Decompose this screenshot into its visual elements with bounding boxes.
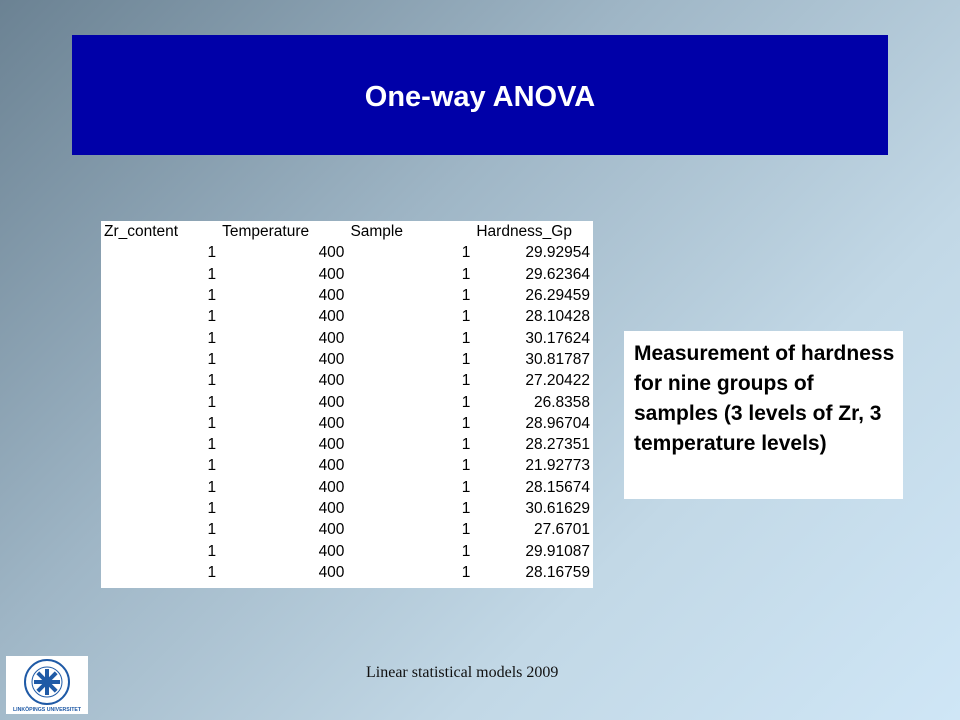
cell-hardness: 30.17624 [525,329,590,347]
table-row [101,519,593,540]
cell-temperature: 400 [318,521,345,539]
slide-footer: Linear statistical models 2009 [366,664,559,681]
data-table [101,221,593,583]
cell-zr-content: 1 [207,350,217,368]
spreadsheet-excerpt [101,221,593,588]
cell-zr-content: 1 [207,542,217,560]
col-header-zr-content: Zr_content [104,223,179,241]
cell-temperature: 400 [318,329,345,347]
cell-hardness: 30.81787 [525,350,590,368]
table-row [101,327,593,348]
cell-zr-content: 1 [207,521,217,539]
cell-temperature: 400 [318,372,345,390]
cell-temperature: 400 [318,457,345,475]
cell-temperature: 400 [318,414,345,432]
cell-zr-content: 1 [207,287,217,305]
cell-sample: 1 [461,329,471,347]
cell-temperature: 400 [318,350,345,368]
cell-zr-content: 1 [207,457,217,475]
cell-sample: 1 [461,436,471,454]
cell-hardness: 28.27351 [525,436,590,454]
cell-zr-content: 1 [207,393,217,411]
cell-temperature: 400 [318,563,345,581]
title-bar [72,35,888,155]
table-row [101,540,593,561]
cell-temperature: 400 [318,436,345,454]
description-text: Measurement of hardness for nine groups of samples (3 levels of Zr, 3 temperature levels) [634,342,895,455]
cell-hardness: 29.92954 [525,244,590,262]
table-row [101,562,593,583]
cell-temperature: 400 [318,542,345,560]
cell-hardness: 27.20422 [525,372,590,390]
cell-sample: 1 [461,372,471,390]
table-row [101,285,593,306]
cell-sample: 1 [461,265,471,283]
university-logo [6,656,88,714]
cell-zr-content: 1 [207,265,217,283]
table-row [101,434,593,455]
cell-zr-content: 1 [207,500,217,517]
cell-temperature: 400 [318,393,345,411]
cell-temperature: 400 [318,287,345,305]
cell-hardness: 29.62364 [525,265,590,283]
cell-zr-content: 1 [207,244,217,262]
table-row [101,306,593,327]
table-body [101,242,593,583]
cell-sample: 1 [461,308,471,326]
cell-zr-content: 1 [207,478,217,496]
cell-sample: 1 [461,521,471,539]
table-row [101,349,593,370]
cell-sample: 1 [461,542,471,560]
cell-sample: 1 [461,244,471,262]
cell-hardness: 28.15674 [525,478,590,496]
cell-sample: 1 [461,478,471,496]
table-row [101,391,593,412]
table-header-row [101,221,593,242]
cell-hardness: 26.8358 [533,393,590,411]
cell-zr-content: 1 [207,436,217,454]
col-header-sample: Sample [350,223,403,241]
description-textbox [624,331,903,499]
cell-sample: 1 [461,350,471,368]
cell-hardness: 21.92773 [525,457,590,475]
cell-sample: 1 [461,563,471,581]
table-row [101,264,593,285]
cell-hardness: 28.96704 [525,414,590,432]
cell-hardness: 29.91087 [525,542,590,560]
cell-hardness: 28.10428 [525,308,590,326]
svg-text:LINKÖPINGS UNIVERSITET: LINKÖPINGS UNIVERSITET [12,707,82,713]
cell-sample: 1 [461,414,471,432]
cell-sample: 1 [461,457,471,475]
slide-title: One-way ANOVA [364,80,596,113]
cell-zr-content: 1 [207,372,217,390]
liu-logo-icon [6,656,88,714]
cell-temperature: 400 [318,500,345,517]
col-header-temperature: Temperature [222,223,310,241]
cell-hardness: 28.16759 [525,563,590,581]
cell-hardness: 30.61629 [525,500,590,517]
table-row [101,370,593,391]
cell-temperature: 400 [318,244,345,262]
table-row [101,413,593,434]
col-header-hardness: Hardness_Gp [476,223,572,241]
cell-zr-content: 1 [207,414,217,432]
table-row [101,498,593,519]
cell-hardness: 27.6701 [533,521,590,539]
cell-zr-content: 1 [207,563,217,581]
cell-sample: 1 [461,287,471,305]
cell-sample: 1 [461,500,471,517]
cell-sample: 1 [461,393,471,411]
cell-hardness: 26.29459 [525,287,590,305]
cell-temperature: 400 [318,265,345,283]
cell-temperature: 400 [318,478,345,496]
cell-zr-content: 1 [207,329,217,347]
table-row [101,477,593,498]
table-row [101,242,593,263]
cell-zr-content: 1 [207,308,217,326]
cell-temperature: 400 [318,308,345,326]
table-row [101,455,593,476]
